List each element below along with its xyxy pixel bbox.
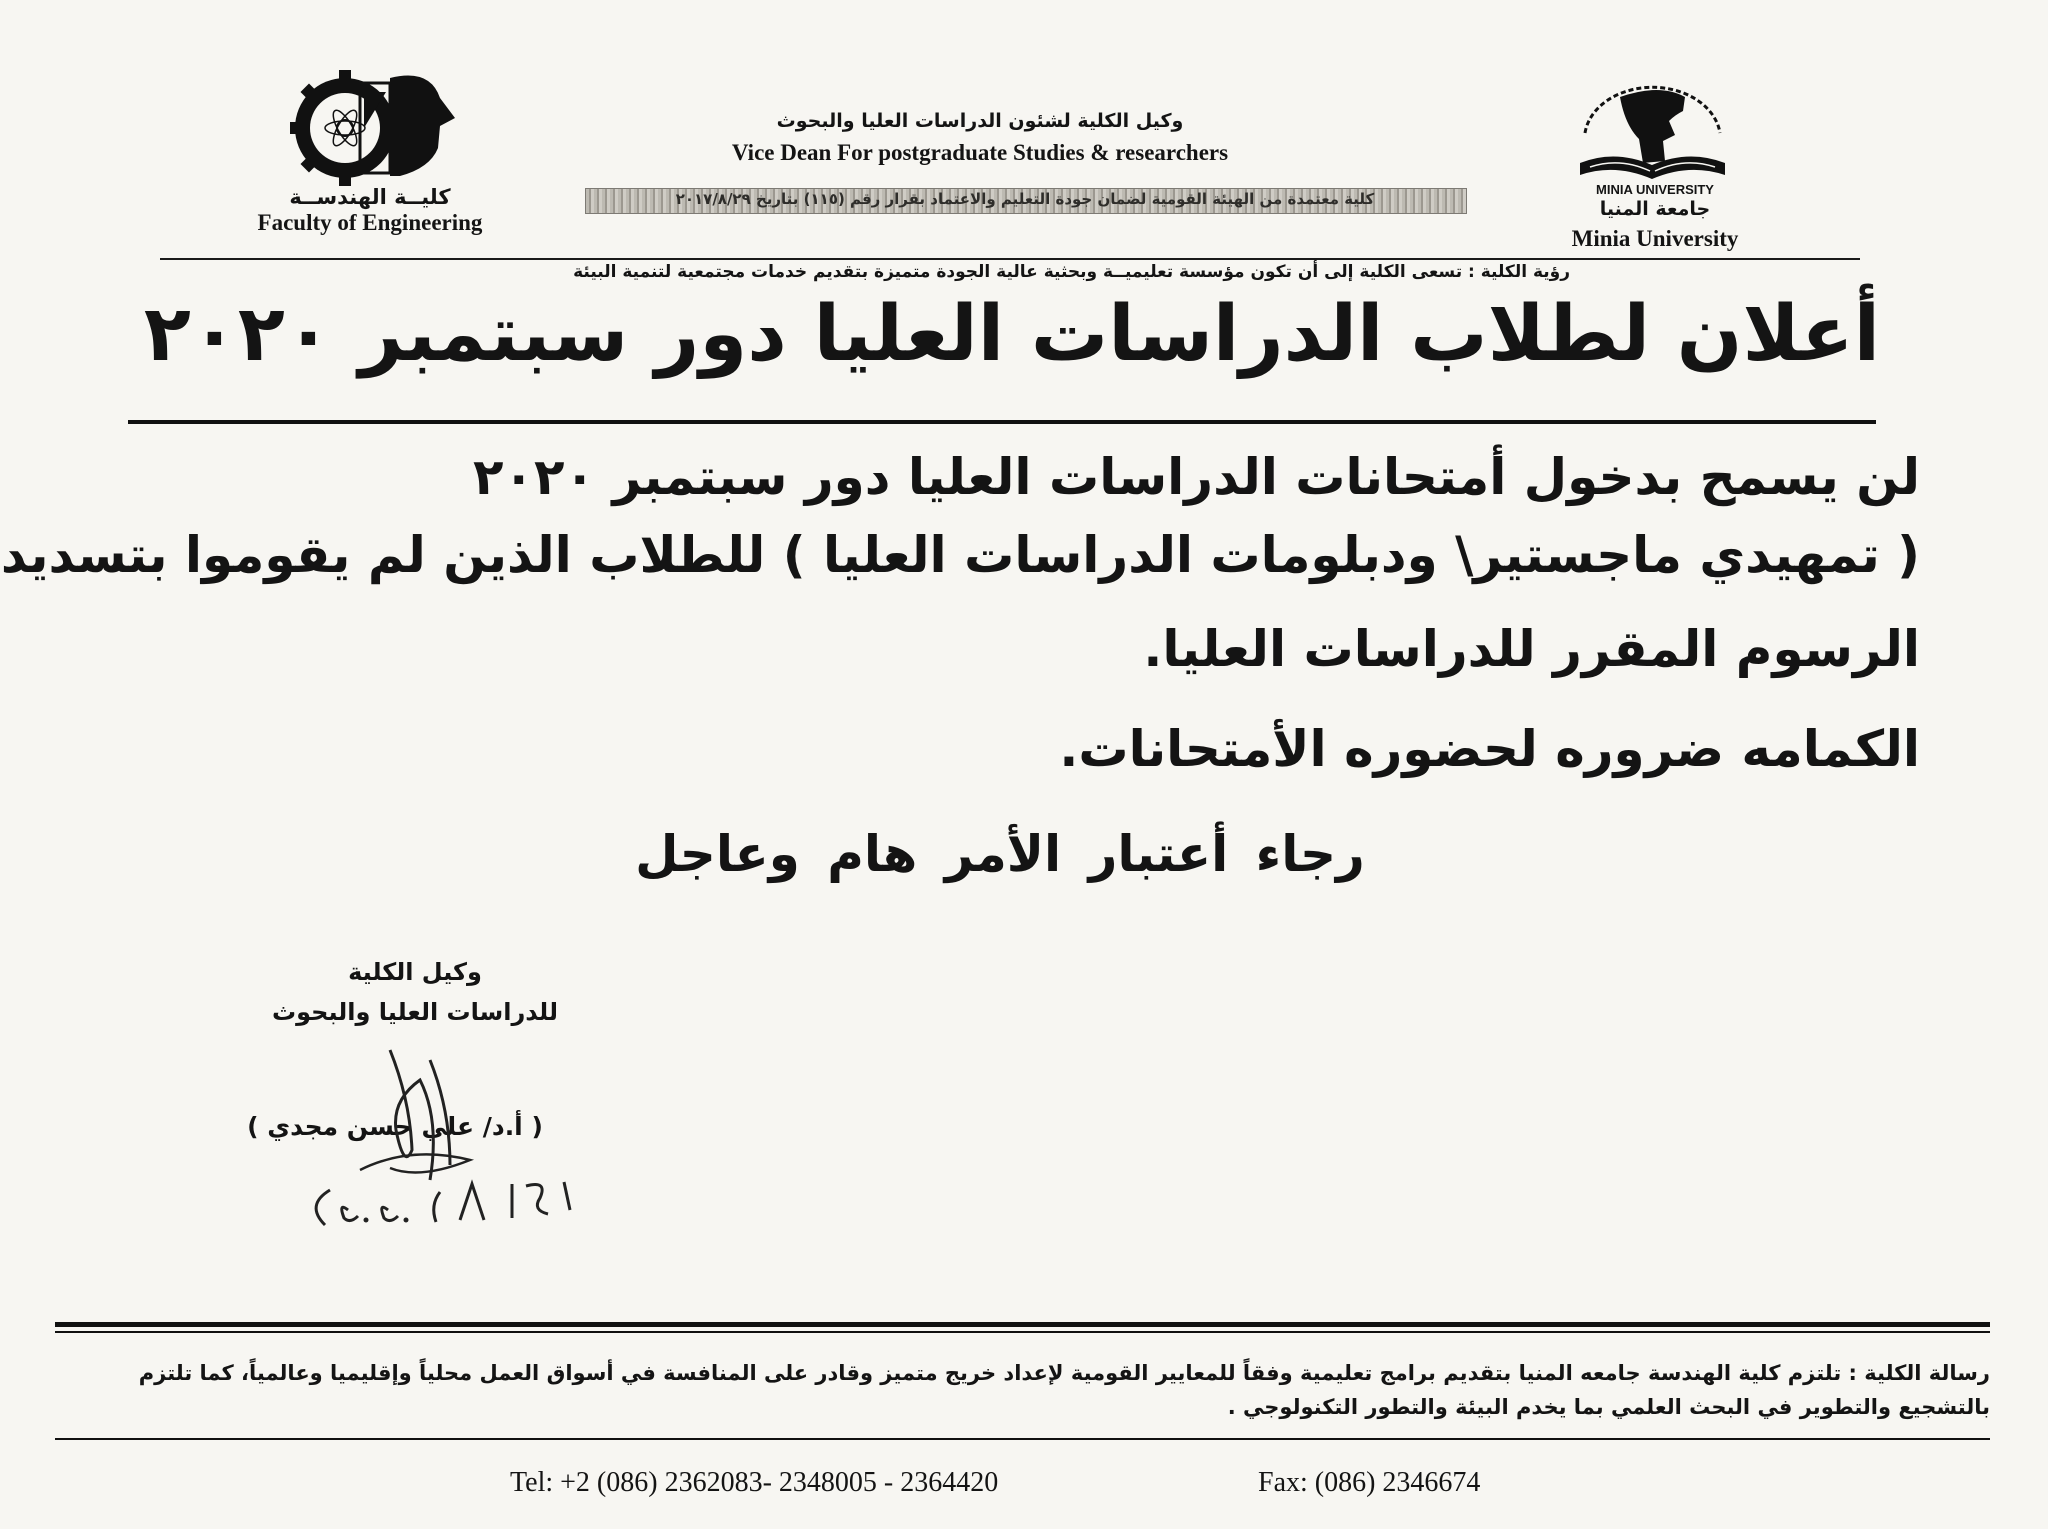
footer-divider-thin — [55, 1331, 1990, 1333]
telephone-numbers: Tel: +2 (086) 2362083- 2348005 - 2364420 — [510, 1467, 999, 1498]
signatory-name: ( أ.د/ علي حسن مجدي ) — [247, 1112, 543, 1141]
minia-university-logo — [1565, 75, 1740, 185]
mask-requirement-line: الكمامه ضروره لحضوره الأمتحانات. — [1059, 720, 1920, 778]
handwritten-date — [300, 1170, 630, 1230]
header-divider — [160, 258, 1860, 260]
university-logo-text: MINIA UNIVERSITY — [1596, 182, 1714, 197]
announcement-title: أعلان لطلاب الدراسات العليا دور سبتمبر ٢٠٢٠ — [143, 290, 1880, 379]
faculty-of-engineering-logo — [290, 68, 460, 188]
announcement-paragraph-2: ( تمهيدي ماجستير\ ودبلومات الدراسات العليا ) للطلاب الذين لم يقوموا بتسديد — [0, 526, 1920, 584]
vice-dean-title-english: Vice Dean For postgraduate Studies & researchers — [731, 140, 1229, 165]
announcement-paragraph-3: الرسوم المقرر للدراسات العليا. — [1143, 620, 1920, 678]
title-underline — [128, 420, 1876, 424]
faculty-vision-line: رؤية الكلية : تسعى الكلية إلى أن تكون مؤسسة تعليميــة وبحثية عالية الجودة متميزة بتقديم خدمات مجتمعية لتنمية البيئة — [573, 262, 1570, 282]
announcement-paragraph-1: لن يسمح بدخول أمتحانات الدراسات العليا دور سبتمبر ٢٠٢٠ — [472, 448, 1920, 506]
signatory-title-line-2: للدراسات العليا والبحوث — [272, 998, 558, 1026]
faculty-mission-statement: رسالة الكلية : تلتزم كلية الهندسة جامعه المنيا بتقديم برامج تعليمية وفقاً للمعايير القومية لإعداد خريج متميز وقادر على المنافسة في أسواق العمل محلياً وإقليميا وعالمياً، كما تلتزم بالتشجيع والتطوير في البحث العلمي بما يخدم البيئة والتطور التكنولوجي . — [138, 1361, 1990, 1419]
faculty-name-english: Faculty of Engineering — [257, 210, 483, 235]
university-name-english: Minia University — [1571, 226, 1739, 251]
signatory-title-line-1: وكيل الكلية — [348, 958, 482, 986]
footer-divider-bottom — [55, 1438, 1990, 1440]
faculty-name-arabic: كليــة الهندســة — [289, 185, 451, 209]
accreditation-text: كلية معتمدة من الهيئة القومية لضمان جودة التعليم والاعتماد بقرار رقم (١١٥) بتاريخ ٢٠١٧/٨/٢٩ — [675, 190, 1375, 208]
university-name-arabic: جامعة المنيا — [1599, 198, 1711, 220]
closing-request: رجاء أعتبار الأمر هام وعاجل — [635, 825, 1365, 883]
fax-number: Fax: (086) 2346674 — [1258, 1467, 1481, 1498]
vice-dean-title-arabic: وكيل الكلية لشئون الدراسات العليا والبحوث — [776, 110, 1184, 132]
footer-divider-thick — [55, 1322, 1990, 1327]
